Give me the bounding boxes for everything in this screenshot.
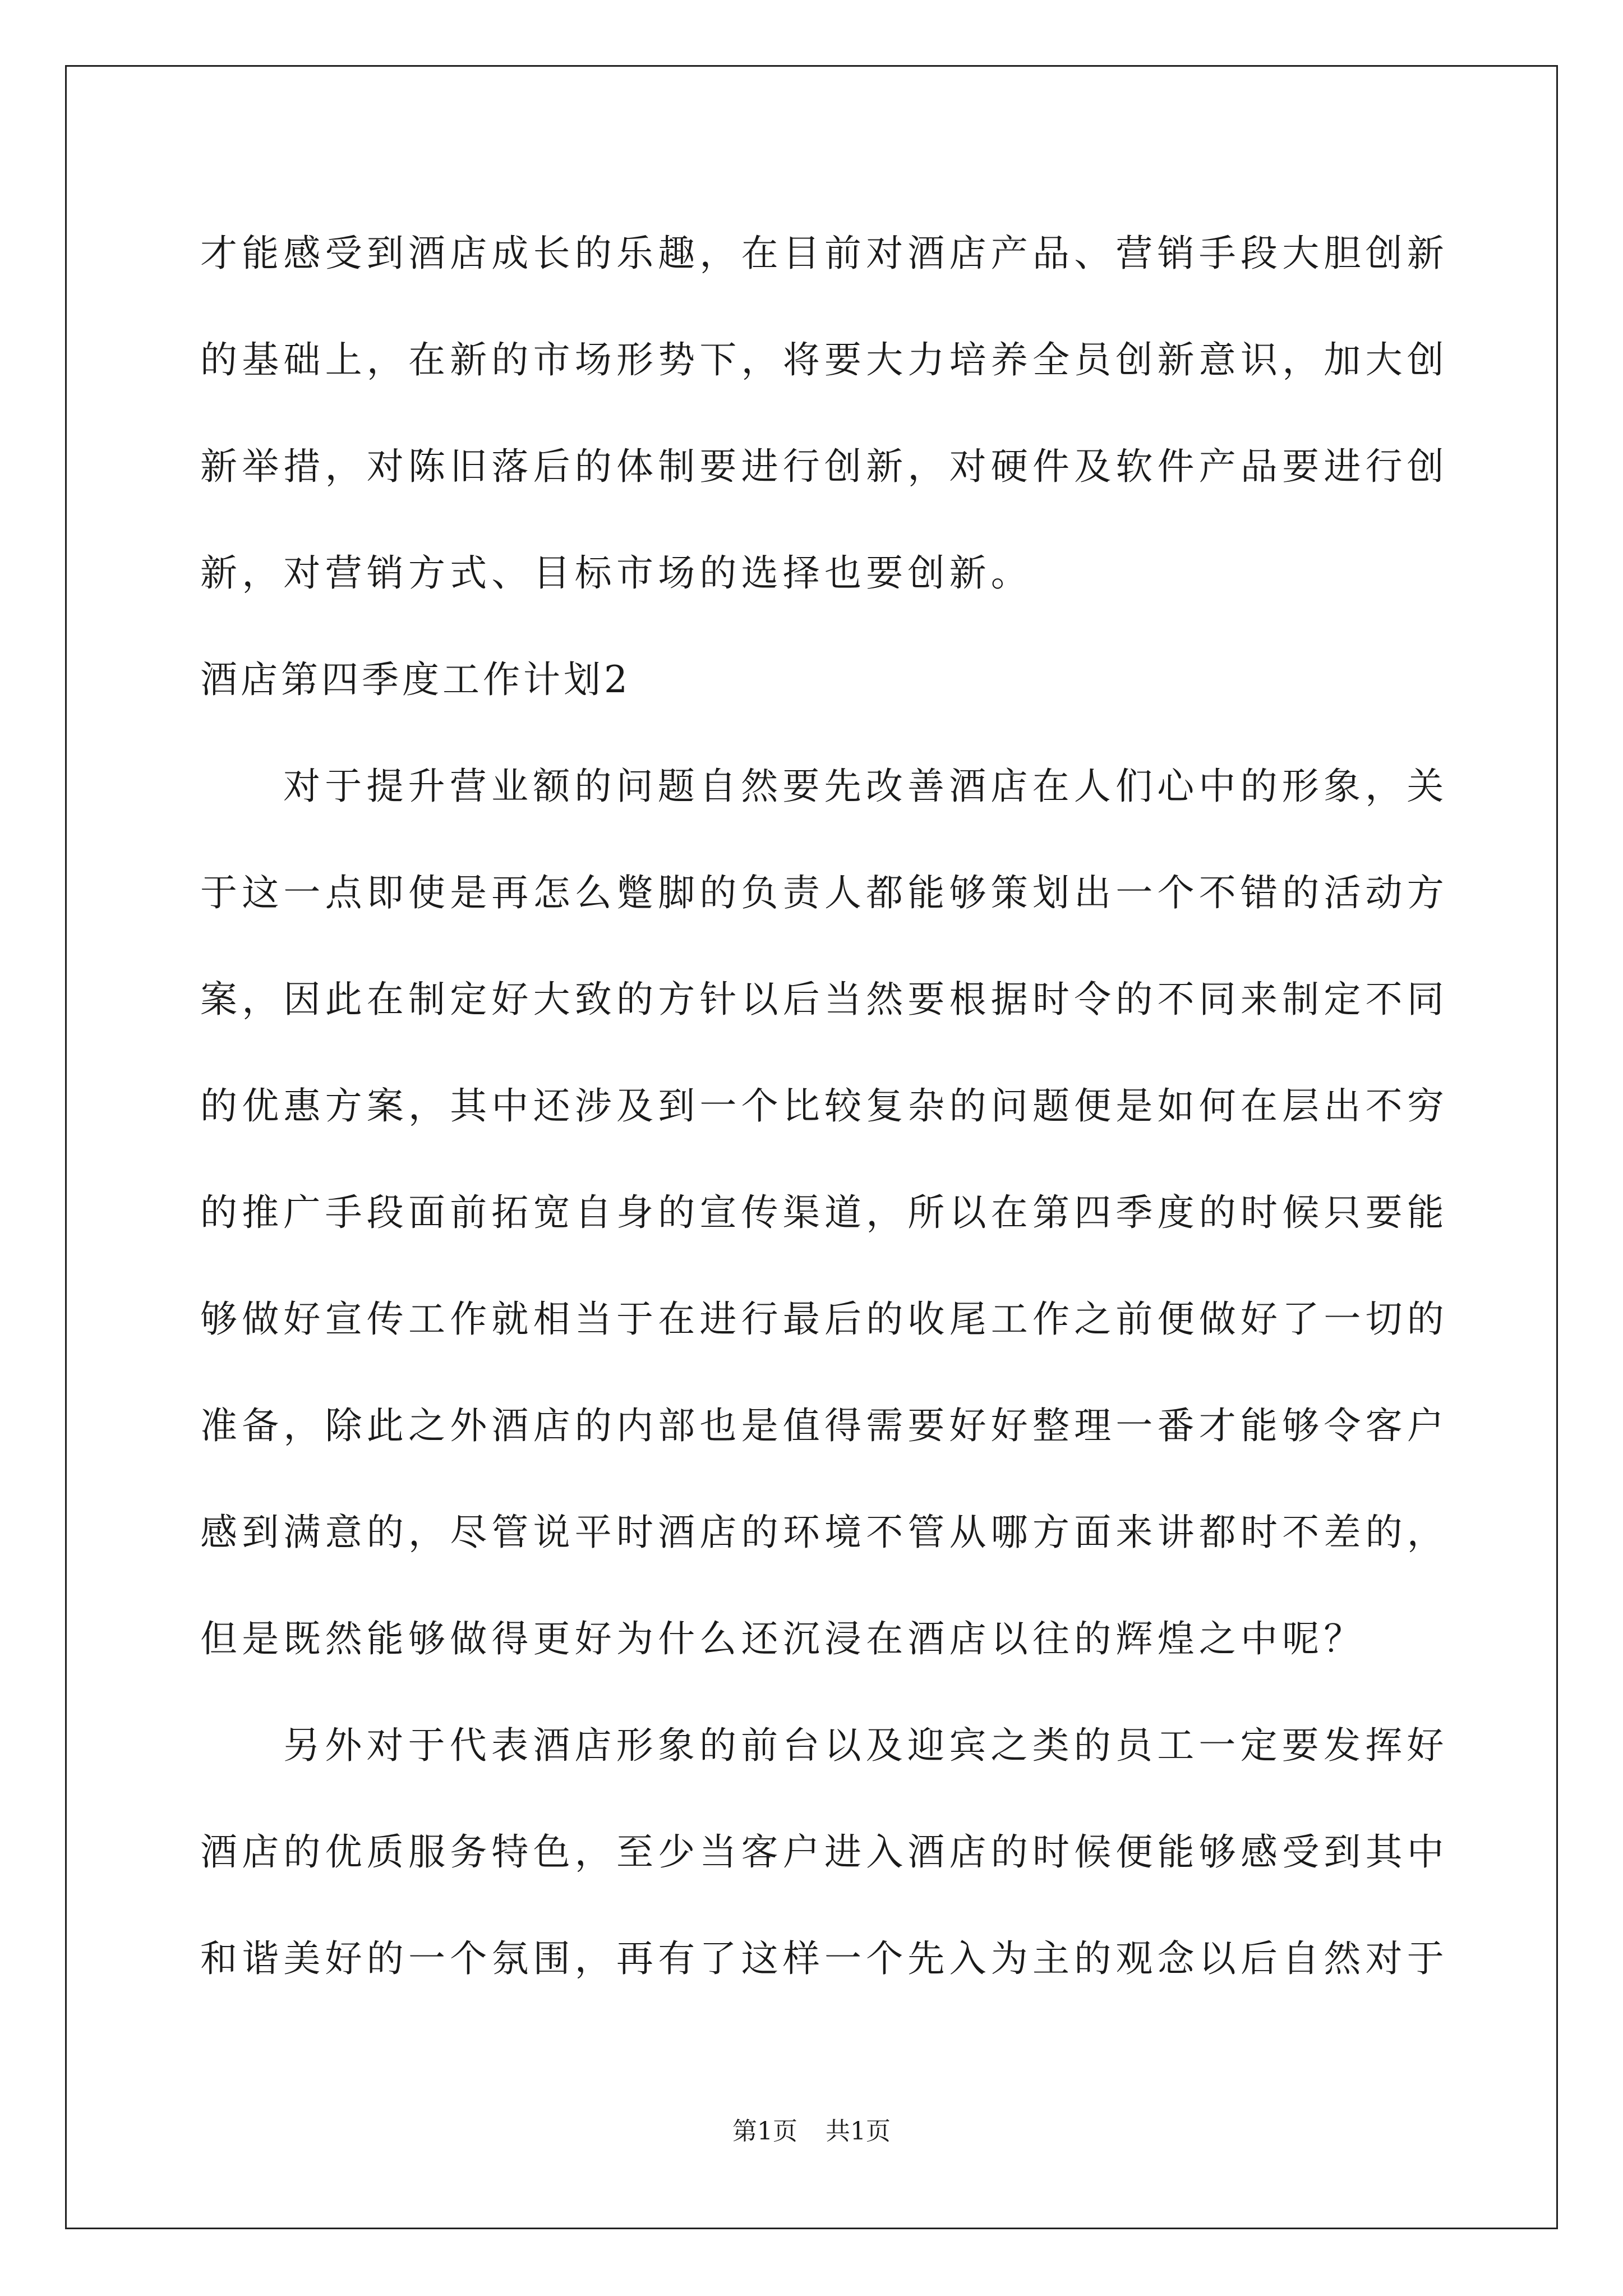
document-body: [200, 200, 1449, 2012]
text-line: 于这一点即使是再怎么蹩脚的负责人都能够策划出一个不错的活动方: [200, 871, 1449, 914]
text-line: 和谐美好的一个氛围，再有了这样一个先入为主的观念以后自然对于: [200, 1937, 1449, 1980]
text-line: 感到满意的，尽管说平时酒店的环境不管从哪方面来讲都时不差的，: [200, 1511, 1449, 1554]
page-number: 第1页: [732, 2117, 797, 2146]
text-line: 的推广手段面前拓宽自身的宣传渠道，所以在第四季度的时候只要能: [200, 1191, 1449, 1234]
text-line: 另外对于代表酒店形象的前台以及迎宾之类的员工一定要发挥好: [283, 1724, 1449, 1767]
text-line: 对于提升营业额的问题自然要先改善酒店在人们心中的形象，关: [283, 765, 1449, 808]
text-line: 新举措，对陈旧落后的体制要进行创新，对硬件及软件产品要进行创: [200, 445, 1449, 488]
text-line: 新，对营销方式、目标市场的选择也要创新。: [200, 551, 1032, 595]
text-line: 准备，除此之外酒店的内部也是值得需要好好整理一番才能够令客户: [200, 1404, 1449, 1447]
text-line: 够做好宣传工作就相当于在进行最后的收尾工作之前便做好了一切的: [200, 1297, 1449, 1341]
text-line: 的优惠方案，其中还涉及到一个比较复杂的问题便是如何在层出不穷: [200, 1084, 1449, 1128]
text-line: 酒店的优质服务特色，至少当客户进入酒店的时候便能够感受到其中: [200, 1830, 1449, 1874]
text-line: 但是既然能够做得更好为什么还沉浸在酒店以往的辉煌之中呢？: [200, 1617, 1366, 1660]
page-total: 共1页: [826, 2117, 891, 2146]
text-line: 的基础上，在新的市场形势下，将要大力培养全员创新意识，加大创: [200, 338, 1449, 381]
section-heading: 酒店第四季度工作计划2: [200, 658, 631, 701]
text-line: 案，因此在制定好大致的方针以后当然要根据时令的不同来制定不同: [200, 978, 1449, 1021]
text-line: 才能感受到酒店成长的乐趣，在目前对酒店产品、营销手段大胆创新: [200, 232, 1449, 275]
page-footer: [0, 2115, 1623, 2148]
